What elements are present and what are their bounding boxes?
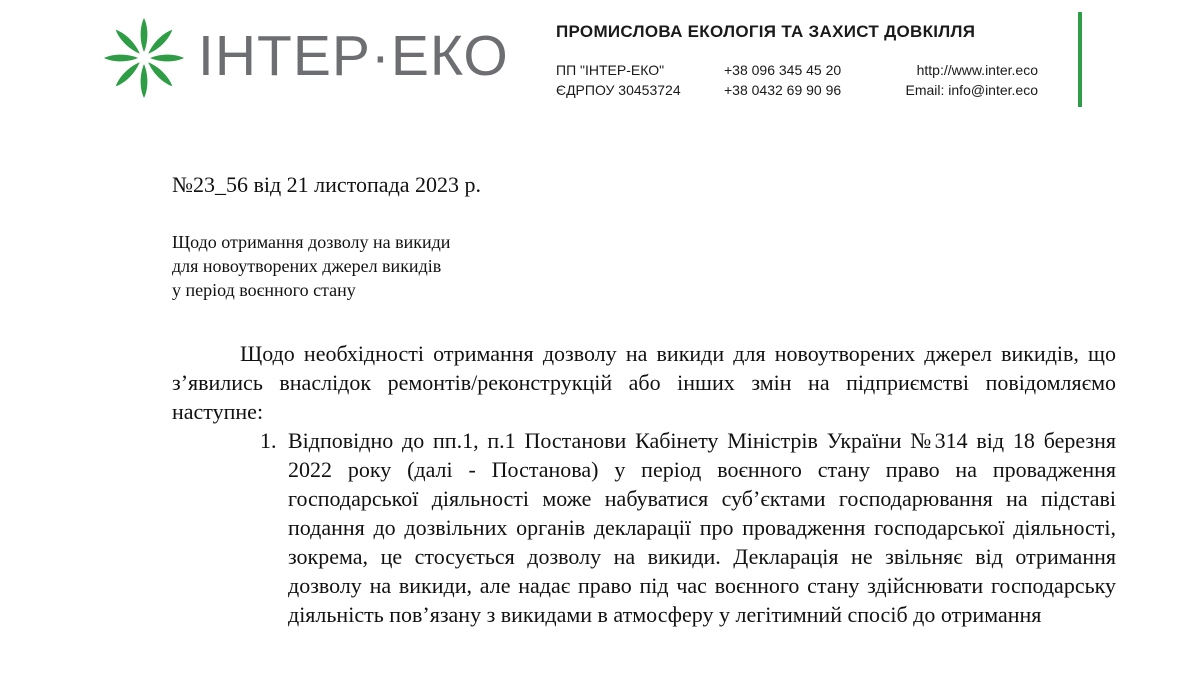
subject-line: для новоутворених джерел викидів — [172, 256, 442, 276]
company-tagline: ПРОМИСЛОВА ЕКОЛОГІЯ ТА ЗАХИСТ ДОВКІЛЛЯ — [556, 22, 976, 41]
letter-number-date: №23_56 від 21 листопада 2023 р. — [172, 172, 482, 197]
subject-line: Щодо отримання дозволу на викиди — [172, 232, 451, 252]
phone-primary: +38 096 345 45 20 — [724, 62, 842, 78]
subject-line: у період воєнного стану — [172, 280, 356, 300]
registration-column — [556, 60, 681, 100]
letter-body — [172, 339, 1116, 629]
logo-wordmark: ІНТЕР·ЕКО — [198, 24, 509, 88]
intro-paragraph: Щодо необхідності отримання дозволу на викиди для новоутворених джерел викидів, що з’явились внаслідок ремонтів/реконструкцій або інших змін на підприємстві повідомляємо наступне: — [172, 341, 1116, 424]
letter-subject — [172, 230, 450, 302]
logo-leaf-icon — [102, 16, 186, 98]
web-column — [906, 60, 1039, 100]
company-header — [556, 22, 1038, 98]
edrpou-code: ЄДРПОУ 30453724 — [556, 82, 681, 98]
numbered-list — [172, 426, 1116, 629]
email-link[interactable]: Email: info@inter.eco — [905, 82, 1038, 98]
company-name: ПП "ІНТЕР-ЕКО" — [556, 62, 665, 78]
list-item: 1. Відповідно до пп.1, п.1 Постанови Кабінету Міністрів України №314 від 18 березня 2022 року (далі - Постанова) у період воєнного стану право на провадження господарської діяльності може набуватися суб’єктами господарювання на підставі подання до дозвільних органів декларації про провадження господарської діяльності, зокрема, це стосується дозволу на викиди. Декларація не звільняє від отримання дозволу на викиди, але надає право під час воєнного стану здійснювати господарську діяльність пов’язану з викидами в атмосферу у легітимний спосіб до отримання — [282, 426, 1116, 629]
header-accent-bar — [1078, 12, 1082, 107]
phone-secondary: +38 0432 69 90 96 — [724, 82, 842, 98]
phone-column — [724, 60, 841, 100]
website-link[interactable]: http://www.inter.eco — [916, 62, 1038, 78]
